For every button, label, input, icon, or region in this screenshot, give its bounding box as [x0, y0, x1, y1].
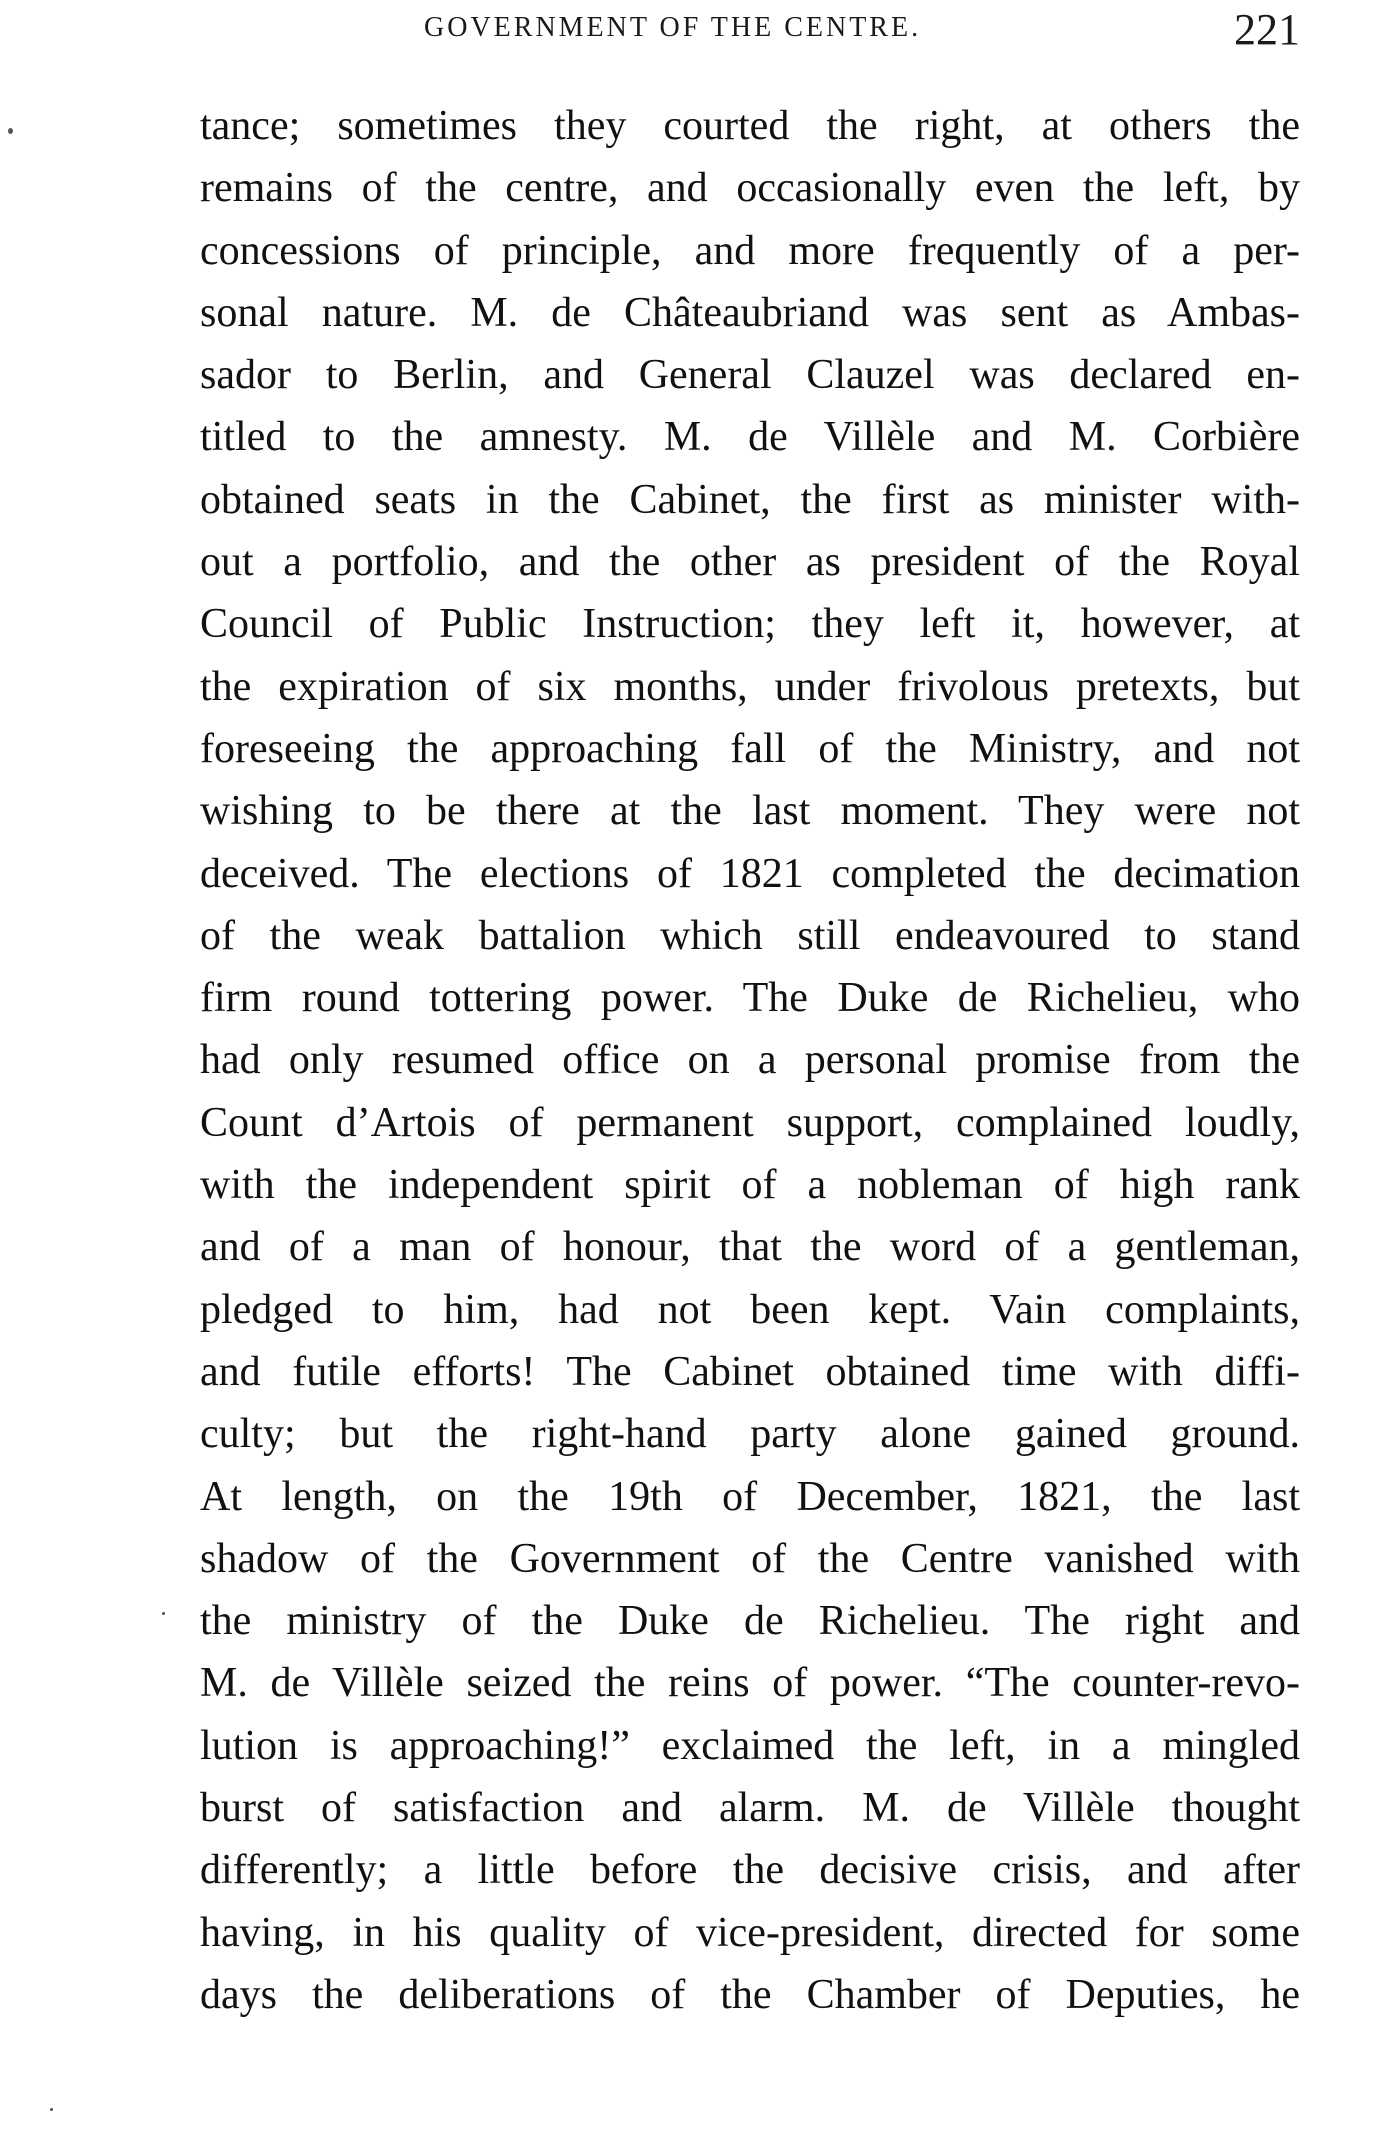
text-line: sonal nature. M. de Châteaubriand was sent as Ambas-	[200, 289, 1300, 336]
text-line: concessions of principle, and more frequently of a per-	[200, 227, 1300, 274]
running-head	[200, 5, 1300, 58]
text-line: foreseeing the approaching fall of the Ministry, and not	[200, 725, 1300, 772]
paper-speck	[50, 2108, 53, 2111]
running-title: GOVERNMENT OF THE CENTRE.	[424, 12, 922, 43]
text-line: Council of Public Instruction; they left it, however, at	[200, 601, 1300, 648]
text-line: the expiration of six months, under frivolous pretexts, but	[200, 663, 1300, 710]
text-line: having, in his quality of vice-president, directed for some	[200, 1909, 1300, 1956]
text-line: lution is approaching!” exclaimed the left, in a mingled	[200, 1722, 1300, 1769]
text-line: At length, on the 19th of December, 1821, the last	[200, 1473, 1300, 1520]
text-line: tance; sometimes they courted the right, at others the	[200, 103, 1300, 149]
page-number: 221	[1234, 5, 1300, 54]
text-line: firm round tottering power. The Duke de Richelieu, who	[200, 975, 1300, 1022]
text-line: titled to the amnesty. M. de Villèle and M. Corbière	[200, 414, 1300, 461]
text-line: and of a man of honour, that the word of a gentleman,	[200, 1224, 1300, 1271]
text-line: had only resumed office on a personal promise from the	[200, 1037, 1300, 1084]
text-line: and futile efforts! The Cabinet obtained time with diffi-	[200, 1348, 1300, 1395]
text-line: Count d’Artois of permanent support, complained loudly,	[200, 1099, 1300, 1146]
text-line: wishing to be there at the last moment. They were not	[200, 788, 1300, 835]
text-line: M. de Villèle seized the reins of power. “The counter-revo-	[200, 1660, 1300, 1707]
paper-speck	[8, 128, 13, 134]
text-line: days the deliberations of the Chamber of Deputies, he	[200, 1971, 1300, 2018]
text-line: deceived. The elections of 1821 completed the decimation	[200, 850, 1300, 897]
text-line: pledged to him, had not been kept. Vain complaints,	[200, 1286, 1300, 1333]
paper-speck	[162, 1612, 165, 1615]
text-line: sador to Berlin, and General Clauzel was declared en-	[200, 352, 1300, 399]
text-line: culty; but the right-hand party alone gained ground.	[200, 1411, 1300, 1458]
text-line: out a portfolio, and the other as president of the Royal	[200, 539, 1300, 586]
text-line: the ministry of the Duke de Richelieu. The right and	[200, 1598, 1300, 1645]
text-line: differently; a little before the decisive crisis, and after	[200, 1847, 1300, 1894]
text-line: burst of satisfaction and alarm. M. de Villèle thought	[200, 1785, 1300, 1832]
body-text	[200, 95, 1300, 2026]
text-line: with the independent spirit of a nobleman of high rank	[200, 1162, 1300, 1209]
text-line: shadow of the Government of the Centre vanished with	[200, 1535, 1300, 1582]
text-line: of the weak battalion which still endeavoured to stand	[200, 912, 1300, 959]
text-line: remains of the centre, and occasionally even the left, by	[200, 165, 1300, 212]
text-line: obtained seats in the Cabinet, the first as minister with-	[200, 476, 1300, 523]
